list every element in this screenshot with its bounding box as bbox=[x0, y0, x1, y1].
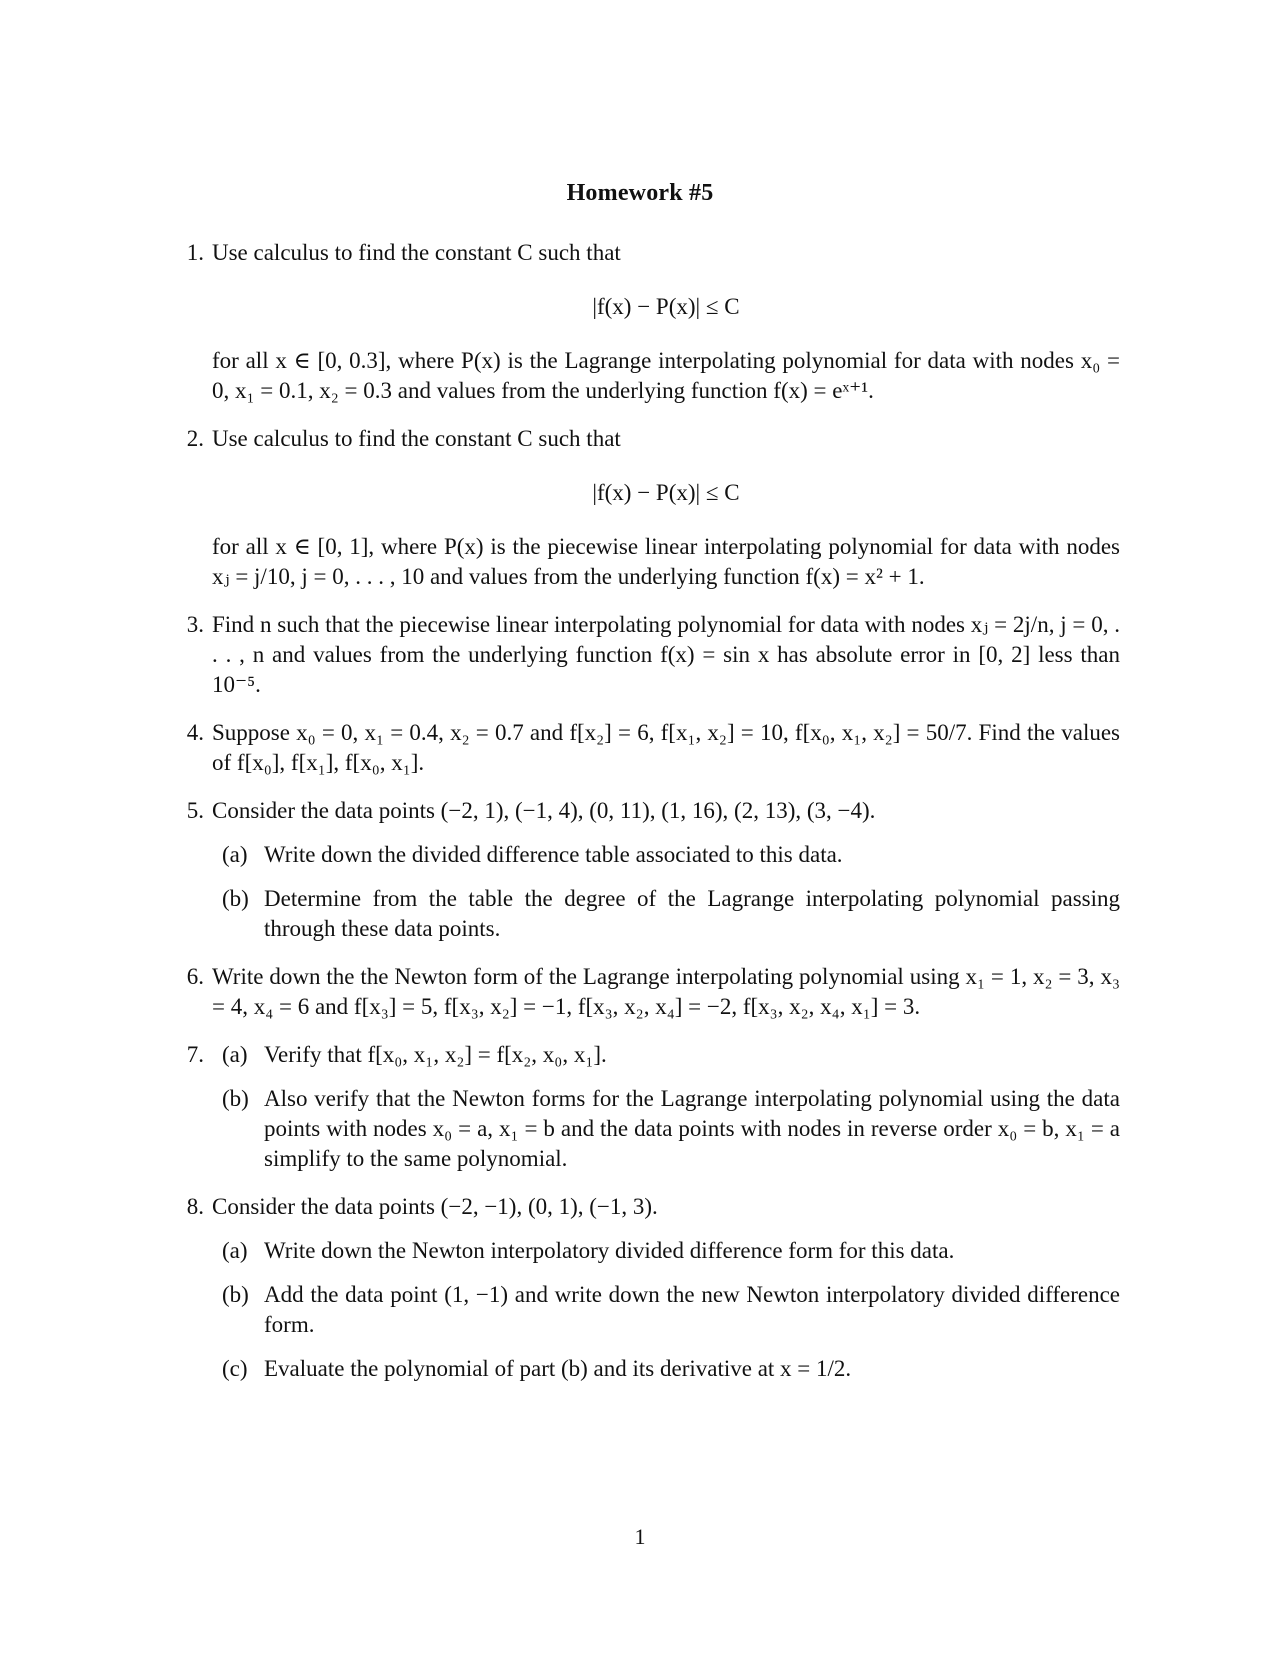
problem-part bbox=[212, 840, 1120, 870]
problem-3 bbox=[180, 610, 1120, 700]
part-text: Verify that f[x₀, x₁, x₂] = f[x₂, x₀, x₁]. bbox=[264, 1042, 607, 1067]
problem-4 bbox=[180, 718, 1120, 778]
part-label: (b) bbox=[222, 1086, 249, 1111]
part-text: Write down the Newton interpolatory divided difference form for this data. bbox=[264, 1238, 955, 1263]
problem-intro: Use calculus to find the constant C such that bbox=[212, 240, 621, 265]
problem-intro: Use calculus to find the constant C such that bbox=[212, 426, 621, 451]
problem-part bbox=[212, 884, 1120, 944]
display-equation: |f(x) − P(x)| ≤ C bbox=[592, 480, 740, 505]
problem-8 bbox=[180, 1192, 1120, 1384]
part-text: Also verify that the Newton forms for the Lagrange interpolating polynomial using the data points with nodes x₀ = a, x₁ = b and the data points with nodes in reverse order x₀ = b, x₁ = a simplify to the same polynomial. bbox=[264, 1086, 1120, 1171]
page-number: 1 bbox=[634, 1524, 646, 1549]
problem-part bbox=[212, 1040, 1120, 1070]
part-text: Add the data point (1, −1) and write down the new Newton interpolatory divided difference form. bbox=[264, 1282, 1120, 1337]
problem-7 bbox=[180, 1040, 1120, 1174]
problem-part bbox=[212, 1236, 1120, 1266]
problem-number: 4. bbox=[186, 720, 204, 745]
problem-body: Find n such that the piecewise linear interpolating polynomial for data with nodes xⱼ = 2j/n, j = 0, . . . , n and values from the underlying function f(x) = sin x has absolute error in [0, 2] less than 10⁻⁵. bbox=[212, 612, 1120, 697]
problem-2 bbox=[180, 424, 1120, 592]
problem-5 bbox=[180, 796, 1120, 944]
problem-number: 1. bbox=[186, 240, 204, 265]
part-text: Determine from the table the degree of the Lagrange interpolating polynomial passing through these data points. bbox=[264, 886, 1120, 941]
problem-number: 7. bbox=[186, 1042, 204, 1067]
problem-body: Write down the the Newton form of the Lagrange interpolating polynomial using x₁ = 1, x₂ = 3, x₃ = 4, x₄ = 6 and f[x₃] = 5, f[x₃, x₂] = −1, f[x₃, x₂, x₄] = −2, f[x₃, x₂, x₄, x₁] = 3. bbox=[212, 964, 1120, 1019]
display-equation: |f(x) − P(x)| ≤ C bbox=[592, 294, 740, 319]
problem-number: 3. bbox=[186, 612, 204, 637]
problem-list bbox=[180, 238, 1120, 1402]
problem-number: 5. bbox=[186, 798, 204, 823]
problem-body: for all x ∈ [0, 1], where P(x) is the piecewise linear interpolating polynomial for data with nodes xⱼ = j/10, j = 0, . . . , 10 and values from the underlying function f(x) = x² + 1. bbox=[212, 534, 1120, 589]
problem-number: 8. bbox=[186, 1194, 204, 1219]
problem-body: for all x ∈ [0, 0.3], where P(x) is the Lagrange interpolating polynomial for data with nodes x₀ = 0, x₁ = 0.1, x₂ = 0.3 and values from the underlying function f(x) = eˣ⁺¹. bbox=[212, 348, 1120, 403]
problem-1 bbox=[180, 238, 1120, 406]
part-label: (a) bbox=[222, 1042, 248, 1067]
problem-part bbox=[212, 1084, 1120, 1174]
problem-6 bbox=[180, 962, 1120, 1022]
part-text: Evaluate the polynomial of part (b) and its derivative at x = 1/2. bbox=[264, 1356, 852, 1381]
part-text: Write down the divided difference table associated to this data. bbox=[264, 842, 843, 867]
part-label: (b) bbox=[222, 1282, 249, 1307]
part-label: (b) bbox=[222, 886, 249, 911]
problem-number: 2. bbox=[186, 426, 204, 451]
part-label: (c) bbox=[222, 1356, 248, 1381]
part-label: (a) bbox=[222, 1238, 248, 1263]
problem-number: 6. bbox=[186, 964, 204, 989]
problem-body: Suppose x₀ = 0, x₁ = 0.4, x₂ = 0.7 and f[x₂] = 6, f[x₁, x₂] = 10, f[x₀, x₁, x₂] = 50/7. Find the values of f[x₀], f[x₁], f[x₀, x₁]. bbox=[212, 720, 1120, 775]
problem-body: Consider the data points (−2, 1), (−1, 4), (0, 11), (1, 16), (2, 13), (3, −4). bbox=[212, 798, 876, 823]
problem-body: Consider the data points (−2, −1), (0, 1), (−1, 3). bbox=[212, 1194, 658, 1219]
problem-part bbox=[212, 1354, 1120, 1384]
problem-part bbox=[212, 1280, 1120, 1340]
part-label: (a) bbox=[222, 842, 248, 867]
page-title: Homework #5 bbox=[566, 180, 714, 206]
